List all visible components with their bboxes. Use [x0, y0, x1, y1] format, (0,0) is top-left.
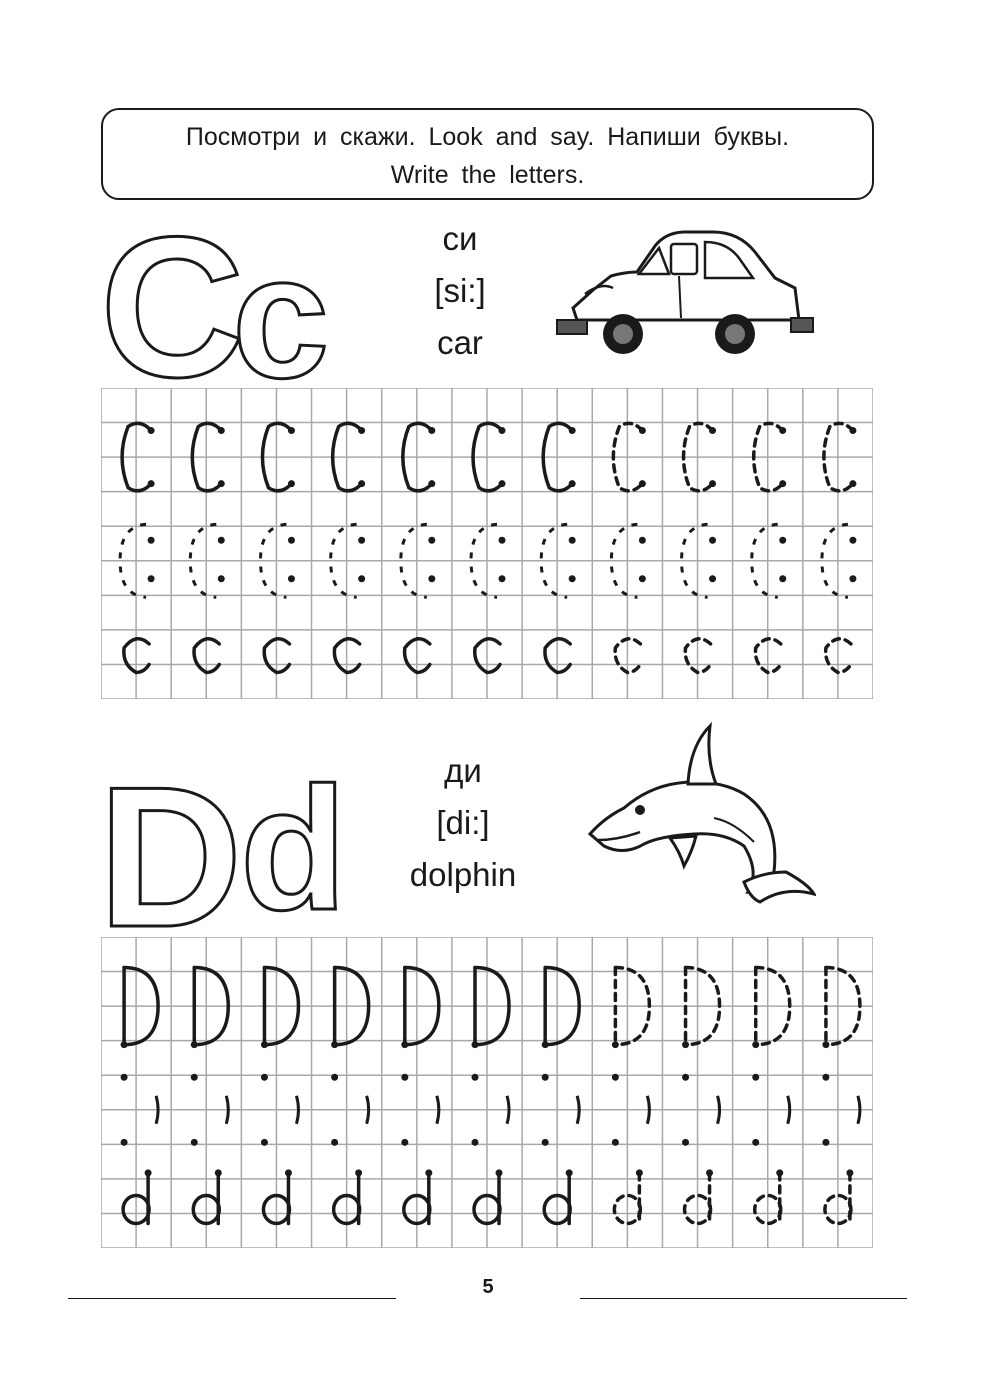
tracing-letter [752, 423, 787, 672]
tracing-letter [682, 423, 717, 672]
instruction-line-2: Write the letters. [390, 161, 585, 189]
word-block-c [380, 213, 540, 369]
instruction-box [101, 108, 874, 200]
word-block-d [383, 745, 543, 901]
tracing-letter [471, 423, 506, 672]
footer-rule-left [68, 1298, 396, 1299]
practice-grid-c [101, 388, 873, 699]
tracing-letter [120, 423, 155, 672]
russian-name: ди [444, 752, 482, 789]
tracing-letter [331, 423, 366, 672]
tracing-letter [611, 423, 646, 672]
letter-lower-d: d [240, 752, 347, 947]
tracing-letter [822, 423, 857, 672]
russian-name: си [442, 220, 478, 257]
tracing-letter [190, 423, 225, 672]
tracing-letter [401, 423, 436, 672]
transcription: [di:] [436, 804, 490, 841]
letter-upper-d: D [98, 746, 243, 969]
tracing-letter [260, 423, 295, 672]
letter-upper-c: C [100, 196, 245, 419]
footer-rule-right [580, 1298, 907, 1299]
letter-lower-c: c [232, 220, 330, 415]
example-word: dolphin [409, 856, 517, 893]
page-number: 5 [482, 1276, 494, 1298]
tracing-letter [541, 423, 576, 672]
dolphin-icon [584, 722, 816, 913]
car-icon [553, 228, 815, 365]
example-word: car [437, 324, 483, 361]
transcription: [si:] [434, 272, 486, 309]
practice-grid-d [101, 937, 873, 1248]
instruction-line-1: Посмотри и скажи. Look and say. Напиши буквы. [185, 123, 790, 151]
